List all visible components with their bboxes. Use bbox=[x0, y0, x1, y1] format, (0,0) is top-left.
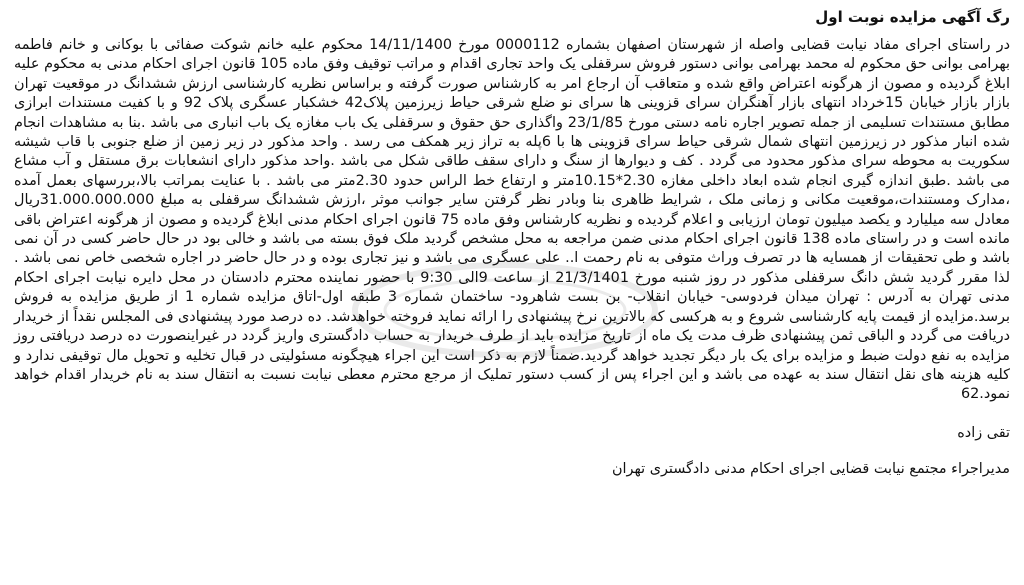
notice-title: رگ آگهی مزایده نوبت اول bbox=[815, 8, 1010, 26]
issuing-authority: مدیراجراء مجتمع نیابت قضایی اجرای احکام مدنی دادگستری تهران bbox=[611, 460, 1010, 477]
signer-name: تقی زاده bbox=[957, 424, 1010, 441]
notice-body: در راستای اجرای مفاد نیابت قضایی واصله از شهرستان اصفهان بشماره 0000112 مورخ 14/11/1400 محکوم علیه خانم شوکت صفائی با بوکانی و خانم فاطمه بهرامی بوانی حق محکوم له محمد بهرامی بوانی دستور فروش سرقفلی یک واحد تجاری اقدام و مراتب توقیف وفق ماده 105 قانون اجرای احکام مدنی به محکوم علیه ابلاغ گردیده و مصون از هرگونه اعتراض واقع شده و متعاقب آن ارجاع امر به کارشناس صورت گرفته و براساس نظریه کارشناسی ارزش ششدانگ در موقعیت تهران بازار بازار خیابان 15خرداد انتهای بازار آهنگران سرای قزوینی ها سرای نو ضلع شرقی حیاط زیرزمین پلاک42 خشکبار عسگری پلاک 92 و با کفیت مستندات ابرازی مطابق مستندات تسلیمی از جمله تصویر اجاره نامه دستی مورخ 23/1/85 واگذاری حق حقوق و سرقفلی یک باب مغازه یک باب انباری می باشد .بنا به مشاهدات انجام شده انبار مذکور در زیرزمین انتهای شمال شرقی حیاط سرای قزوینی ها با 6پله به تراز زیر همکف می رسد . واحد مذکور در زیر زمین از ضلع جنوبی با قاب شیشه سکوریت به محوطه سرای مذکور محدود می گردد . کف و دیوارها از سنگ و دارای سقف طاقی شکل می باشد .واحد مذکور دارای انشعابات برق مستقل و آب مشاع می باشد .طبق اندازه گیری انجام شده ابعاد داخلی مغازه 2.30*10.15متر و ارتفاع خط الراس حدود 2.30متر می باشد . با عنایت بمراتب بالا،بررسهای بعمل آمده ،مدارک ومستندات،موقعیت مکانی و زمانی ملک ، شرایط ظاهری بنا وبادر نظر گرفتن سایر جوانب موثر ،ارزش ششدانگ سرقفلی به مبلغ 31.000.000.000ریال معادل سه میلیارد و یکصد میلیون تومان ارزیابی و اعلام گردیده و نظریه کارشناس وفق ماده 75 قانون اجرای احکام مدنی ابلاغ گردیده و مصون از هرگونه اعتراض باقی مانده است و در راستای ماده 138 قانون اجرای احکام مدنی ضمن مراجعه به محل مشخص گردید ملک فوق بسته می باشد و خالی بود در حال حاضر کسی در آن نمی باشد و طی تحقیقات از همسایه ها در تصرف وراث متوفی به نام رحمت ا.. علی عسگری می باشد و نیز تجاری بوده و در حال حاضر در اجاره شخصی خاص نمی باشد . لذا مقرر گردید شش دانگ سرقفلی مذکور در روز شنبه مورخ 21/3/1401 از ساعت 9الی 9:30 با حضور نماینده محترم دادستان در محل دایره نیابت اجرای احکام مدنی تهران به آدرس : تهران میدان فردوسی- خیابان انقلاب- بن بست شاهرود- ساختمان شماره 3 طبقه اول-اتاق مزایده شماره 1 از طریق مزایده به فروش برسد.مزایده از قیمت پایه کارشناسی شروع و به هرکسی که بالاترین نرخ پیشنهادی را ارائه نماید فروخته خواهدشد. ده درصد مورد پیشنهادی فی المجلس نقداً از خریدار دریافت می گردد و الباقی ثمن پیشنهادی ظرف مدت یک ماه از تاریخ مزایده باید از طرف خریدار به حساب دادگستری واریز گردد در غیراینصورت ده درصد دریافتی روز مزایده به نفع دولت ضبط و مزایده برای یک بار دیگر تجدید خواهد گردید.ضمناً لازم به ذکر است این اجراء هیچگونه مسئولیتی در قبال تخلیه و تحویل مال توقیفی ندارد و کلیه هزینه های نقل انتقال سند به عهده می باشد و این اجراء پس از کسب دستور تملیک از مرجع محترم معطی نیابت نسبت به انتقال سند به نام خریدار اقدام خواهد نمود.62 bbox=[14, 37, 1011, 403]
